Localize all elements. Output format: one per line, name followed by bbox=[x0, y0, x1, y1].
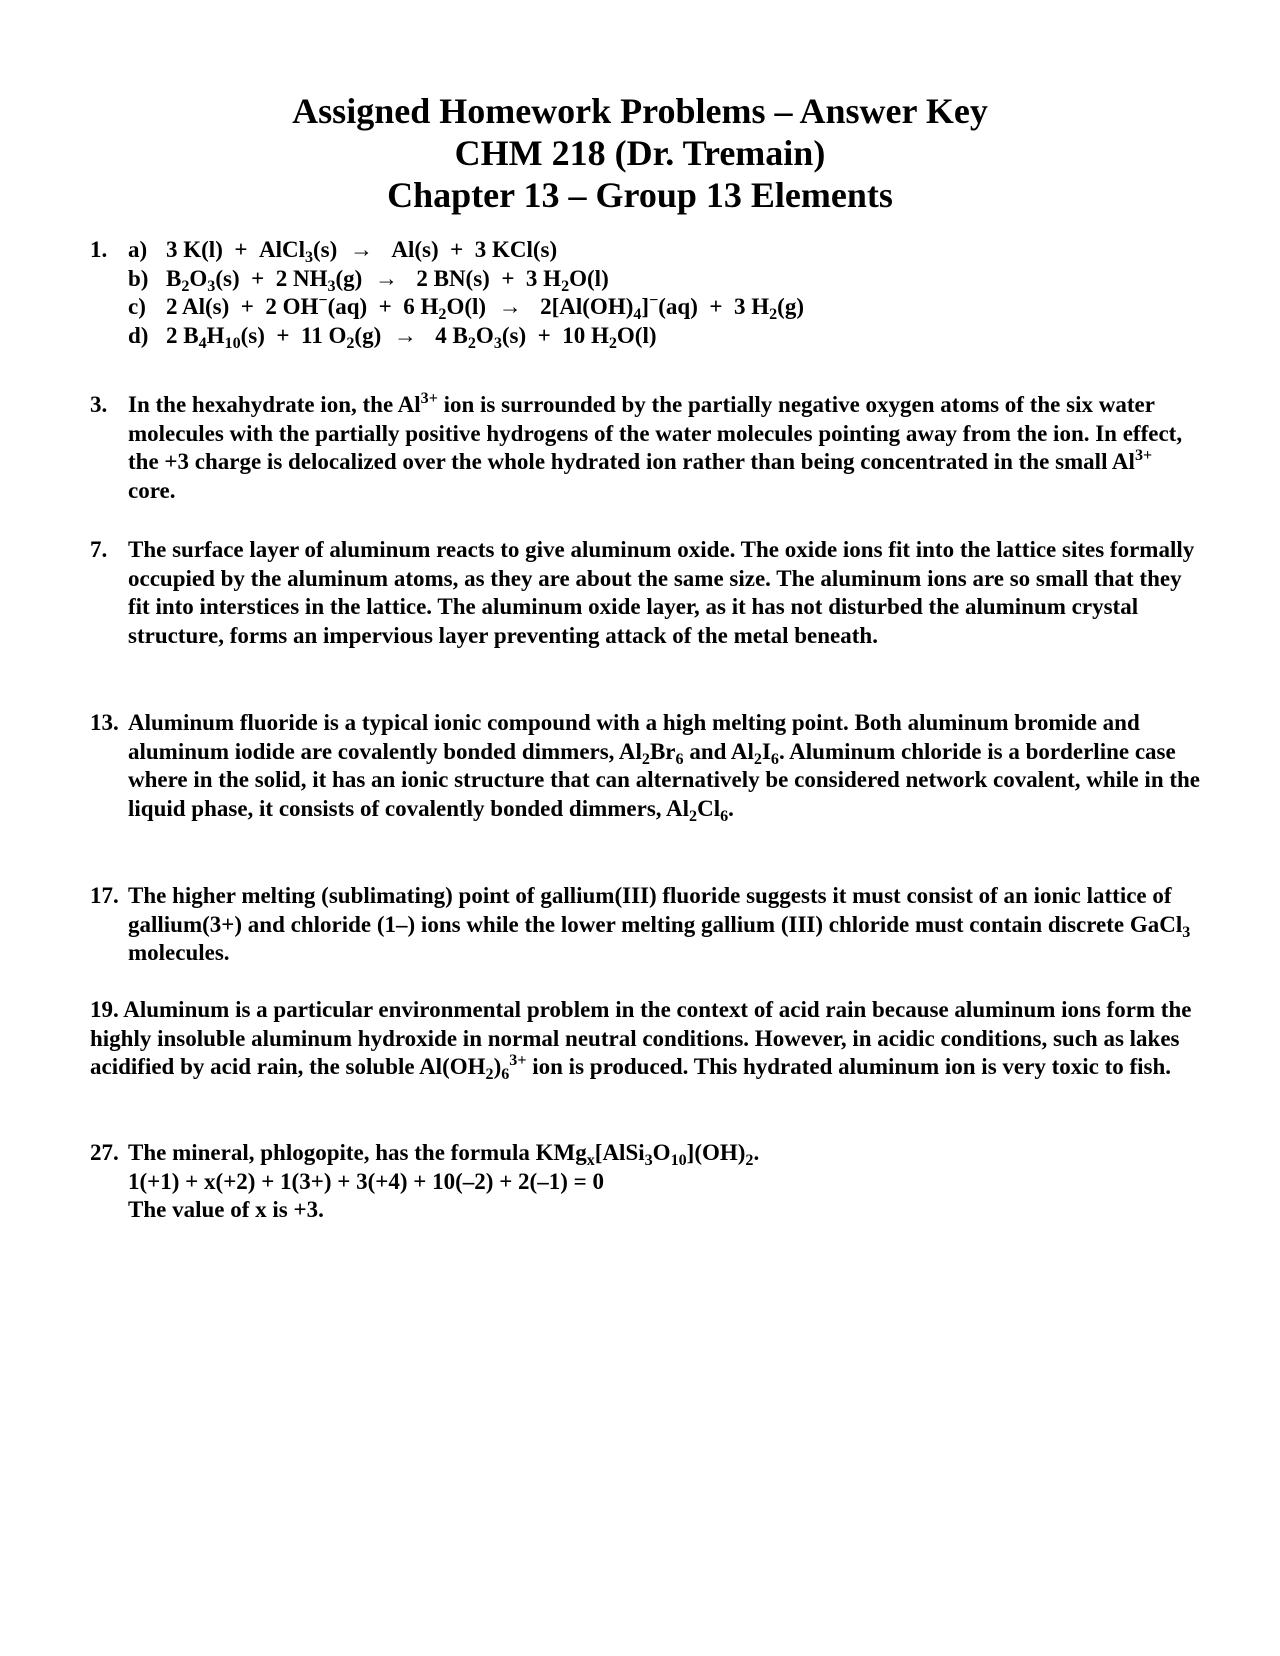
equation-c: c) 2 Al(s) + 2 OH−(aq) + 6 $H_2O(l) \to 2[Al(OH)_4]^-(aq) + 3$ $H_2(g)$ bbox=[128, 292, 804, 323]
equation-b: b) $B_2O_3(s) + 2$ $NH_3(g) \to 2$ BN(s) + 3 $H_2O(l)$ bbox=[128, 265, 609, 295]
question-number: 17. bbox=[90, 883, 119, 908]
question-7-answer: The surface layer of aluminum reacts to give aluminum oxide. The oxide ions fit into the lattice sites formally occupied by the aluminum atoms, as they are about the same size. The aluminum ions are so small that they fit into interstices in the lattice. The aluminum oxide layer, as it has not disturbed the aluminum crystal structure, forms an impervious layer preventing attack of the metal beneath. bbox=[128, 537, 1195, 648]
chapter-title: Chapter 13 – Group 13 Elements bbox=[387, 175, 893, 215]
question-1-equations bbox=[128, 236, 1200, 350]
question-number: 27. bbox=[90, 1140, 119, 1165]
question-number: 1. bbox=[90, 237, 108, 262]
final-answer: The value of x is +3. bbox=[128, 1197, 324, 1222]
charge-balance-equation: 1(+1) + x(+2) + 1(3+) + 3(+4) + 10(–2) + 2(–1) = 0 bbox=[128, 1168, 604, 1194]
question-number: 19. bbox=[90, 997, 119, 1022]
question-number: 7. bbox=[90, 537, 108, 562]
question-19-answer: 19. Aluminum is a particular environmental problem in the context of acid rain because aluminum ions form the highly insoluble aluminum hydroxide in normal neutral conditions. However, in acidic conditions, such as lakes acidified by acid rain, the soluble $Al(OH_2)_6^{3+}$ ion is produced. This hydrated aluminum ion is very toxic to fish. bbox=[90, 997, 1192, 1083]
question-19 bbox=[90, 996, 1200, 1082]
question-7 bbox=[90, 536, 1200, 650]
mineral-formula: The mineral, phlogopite, has the formula $KMg_x[AlSi_3O_{10}](OH)_2$. bbox=[128, 1140, 760, 1169]
question-number: 13. bbox=[90, 710, 119, 735]
question-27-answer bbox=[128, 1139, 1200, 1225]
question-13 bbox=[90, 709, 1200, 823]
question-1 bbox=[90, 236, 1200, 350]
question-3-answer: In the hexahydrate ion, the $Al^{3+}$ ion is surrounded by the partially negative oxygen atoms of the six water molecules with the partially positive hydrogens of the water molecules pointing away from the ion. In effect, the +3 charge is delocalized over the whole hydrated ion rather than being concentrated in the small $Al^{3+}$ core. bbox=[128, 390, 1183, 503]
document-header bbox=[0, 90, 1280, 216]
question-17 bbox=[90, 882, 1200, 968]
question-17-answer: The higher melting (sublimating) point of gallium(III) fluoride suggests it must consist of an ionic lattice of gallium(3+) and chloride (1–) ions while the lower melting gallium (III) chloride must contain discrete GaCl$_3$ molecules. bbox=[128, 883, 1191, 965]
equation-a: a) 3 K(l) + AlCl$_3$(s) → Al(s) + 3 KCl(s) bbox=[128, 237, 558, 266]
question-27 bbox=[90, 1139, 1200, 1225]
question-number: 3. bbox=[90, 392, 108, 417]
equation-d: d) 2 $B_4H_{10}(s) + 11$ $O_2(g) \to 4$ $B_2O_3(s) + 10$ $H_2O(l)$ bbox=[128, 322, 657, 352]
course-name: CHM 218 (Dr. Tremain) bbox=[454, 133, 826, 173]
document-title: Assigned Homework Problems – Answer Key bbox=[292, 91, 988, 131]
question-13-answer: Aluminum fluoride is a typical ionic compound with a high melting point. Both aluminum bromide and aluminum iodide are covalently bonded dimmers, $Al_2Br_6$ and $Al_2I_6$. Aluminum chloride is a borderline case where in the solid, it has an ionic structure that can alternatively be considered network covalent, while in the liquid phase, it consists of covalently bonded dimmers, $Al_2Cl_6$. bbox=[128, 710, 1201, 825]
question-3 bbox=[90, 391, 1200, 505]
